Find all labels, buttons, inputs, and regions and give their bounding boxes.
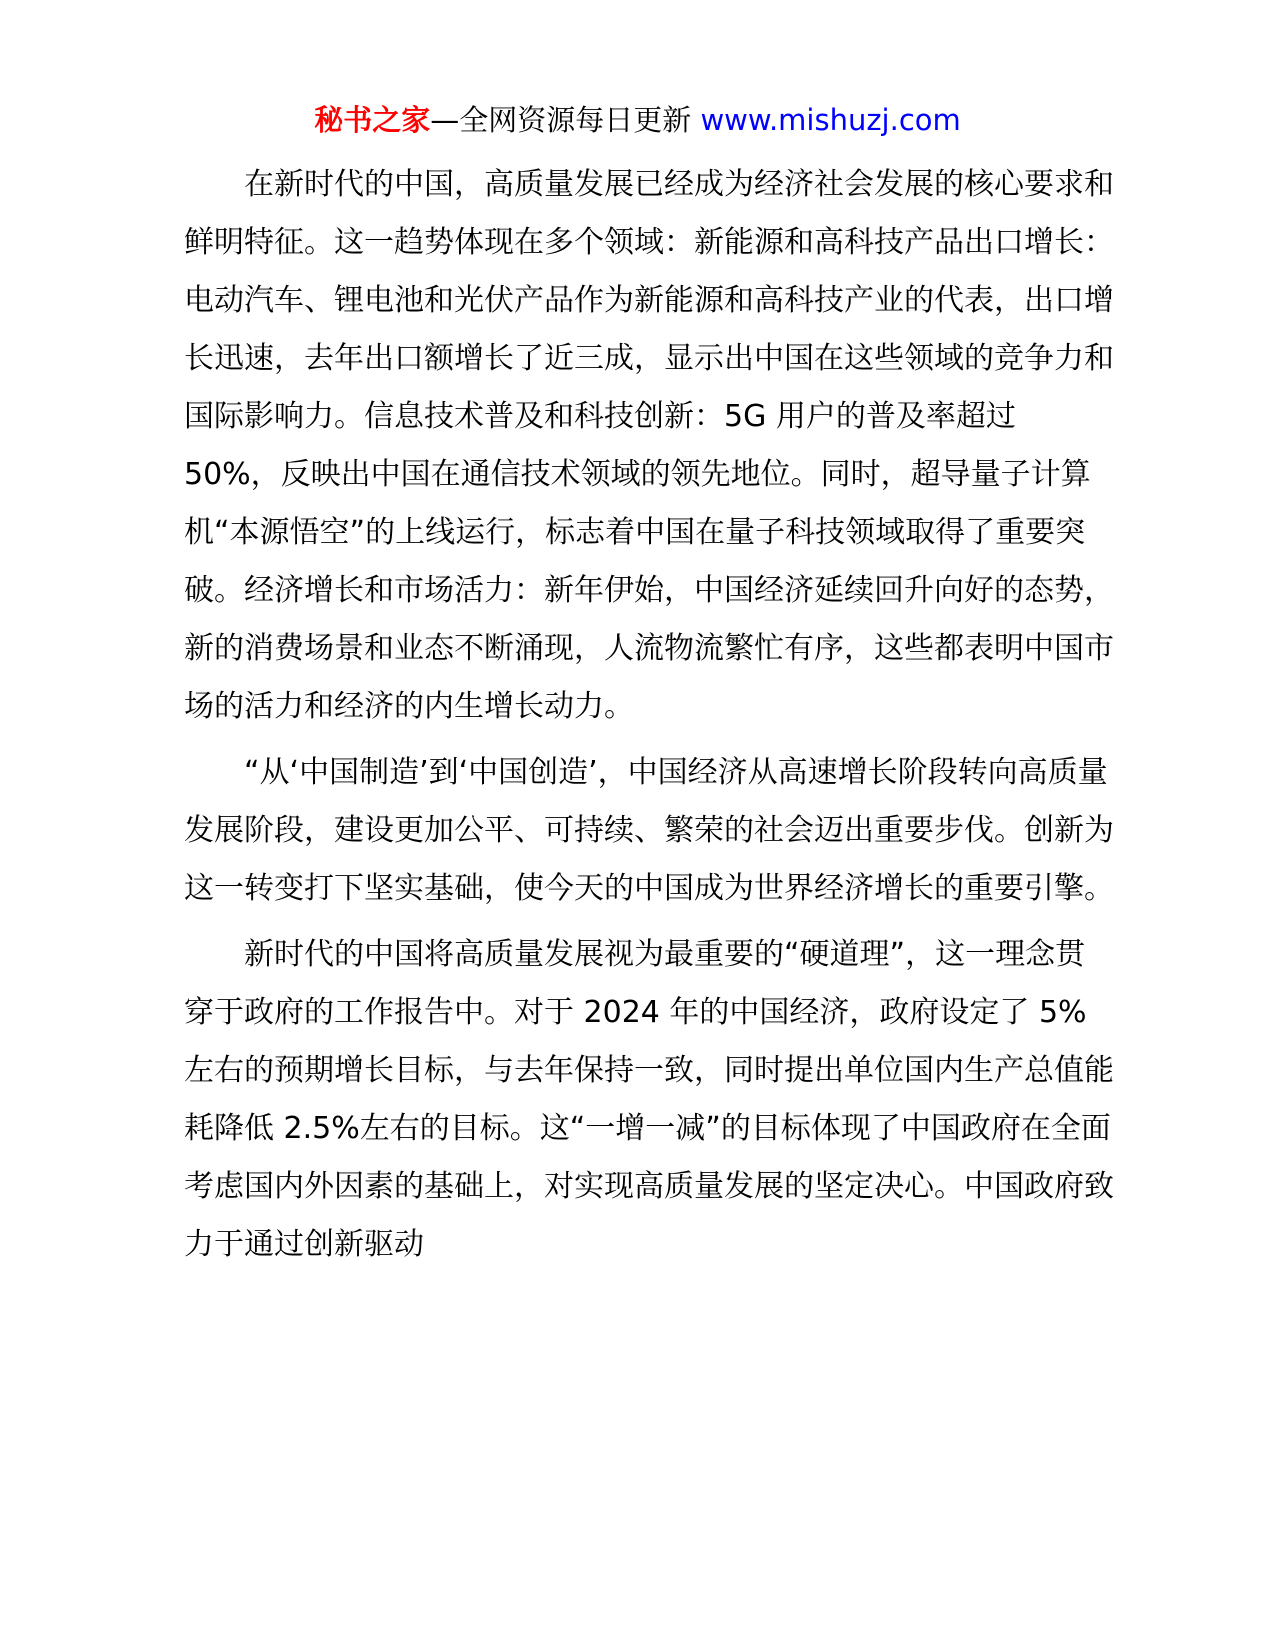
page-header <box>0 100 1275 140</box>
header-tagline: —全网资源每日更新 <box>430 103 692 137</box>
paragraph-1: 在新时代的中国，高质量发展已经成为经济社会发展的核心要求和鲜明特征。这一趋势体现在多个领域：新能源和高科技产品出口增长：电动汽车、锂电池和光伏产品作为新能源和高科技产业的代表，出口增长迅速，去年出口额增长了近三成，显示出中国在这些领域的竞争力和国际影响力。信息技术普及和科技创新：5G 用户的普及率超过 50%，反映出中国在通信技术领域的领先地位。同时，超导量子计算机“本源悟空”的上线运行，标志着中国在量子科技领域取得了重要突破。经济增长和市场活力：新年伊始，中国经济延续回升向好的态势，新的消费场景和业态不断涌现，人流物流繁忙有序，这些都表明中国市场的活力和经济的内生增长动力。 <box>184 167 1114 724</box>
paragraph-3: 新时代的中国将高质量发展视为最重要的“硬道理”，这一理念贯穿于政府的工作报告中。对于 2024 年的中国经济，政府设定了 5%左右的预期增长目标，与去年保持一致，同时提出单位国内生产总值能耗降低 2.5%左右的目标。这“一增一减”的目标体现了中国政府在全面考虑国内外因素的基础上，对实现高质量发展的坚定决心。中国政府致力于通过创新驱动 <box>184 937 1114 1262</box>
site-url-link[interactable]: www.mishuzj.com <box>700 103 961 137</box>
document-body <box>184 156 1114 1274</box>
paragraph-2: “从‘中国制造’到‘中国创造’，中国经济从高速增长阶段转向高质量发展阶段，建设更加公平、可持续、繁荣的社会迈出重要步伐。创新为这一转变打下坚实基础，使今天的中国成为世界经济增长的重要引擎。 <box>184 755 1114 906</box>
brand-name: 秘书之家 <box>314 103 431 137</box>
